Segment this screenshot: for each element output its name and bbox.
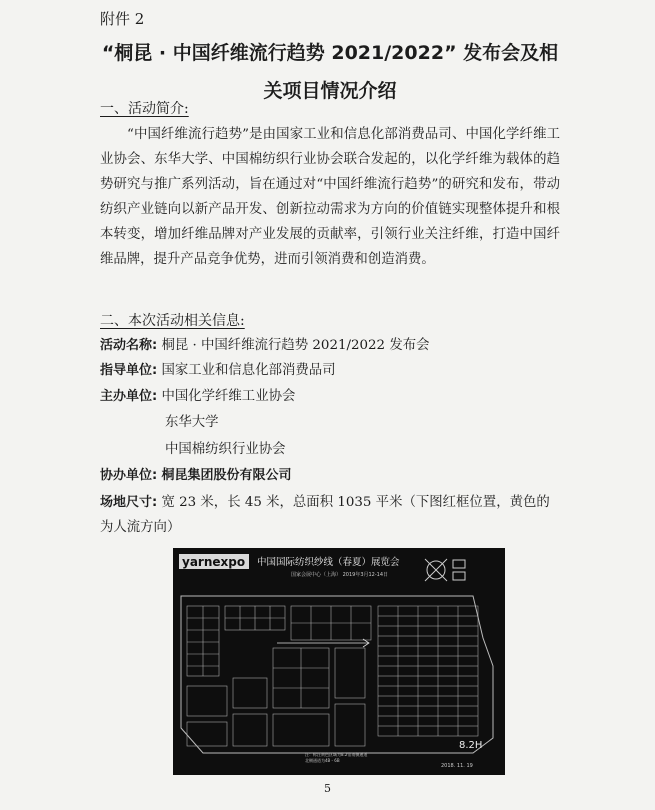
guide-unit-label: 指导单位: bbox=[100, 363, 158, 378]
co-host-label: 协办单位: bbox=[100, 468, 158, 483]
yarnexpo-logo-text: yarnexpo bbox=[182, 555, 246, 569]
event-name-label: 活动名称: bbox=[100, 338, 158, 353]
section-1-paragraph: “中国纤维流行趋势”是由国家工业和信息化部消费品司、中国化学纤维工业协会、东华大学、中国棉纺织行业协会联合发起的，以化学纤维为载体的趋势研究与推广系列活动，旨在通过对“中国纤维流行趋势”的研究和发布，带动纺织产业链向以新产品开发、创新拉动需求为方向的价值链实现整体提升和根本转变，增加纤维品牌对产业发展的贡献率，引领行业关注纤维，打造中国纤维品牌，提升产品竞争优势，进而引领消费和创造消费。 bbox=[100, 127, 560, 267]
floorplan-note-2: 北侧通道为4B - 6B bbox=[305, 758, 340, 763]
host-value-3: 中国棉纺织行业协会 bbox=[165, 442, 286, 457]
event-name-value: 桐昆 · 中国纤维流行趋势 2021/2022 发布会 bbox=[161, 338, 430, 353]
host-value-1: 中国化学纤维工业协会 bbox=[161, 389, 296, 404]
title-line-2: 关项目情况介绍 bbox=[263, 80, 397, 102]
floorplan-date: 2018. 11. 19 bbox=[441, 763, 473, 769]
venue-size-row bbox=[100, 490, 562, 540]
venue-size-value: 宽 23 米，长 45 米，总面积 1035 平米（下图红框位置，黄色的为人流方向） bbox=[100, 495, 550, 535]
floorplan-title: 中国国际纺织纱线（春夏）展览会 bbox=[257, 557, 400, 568]
floorplan-subtitle: 国家会展中心（上海） 2019年3月12-14日 bbox=[291, 572, 389, 578]
guide-unit-row bbox=[100, 358, 336, 383]
section-1-heading: 一、活动简介: bbox=[100, 101, 189, 117]
section-2-heading: 二、本次活动相关信息: bbox=[100, 313, 245, 329]
venue-floorplan bbox=[173, 548, 505, 775]
attachment-label: 附件 2 bbox=[100, 10, 145, 28]
page-number: 5 bbox=[324, 782, 331, 795]
host-value-2: 东华大学 bbox=[165, 415, 219, 430]
host-label: 主办单位: bbox=[100, 389, 158, 404]
floorplan-note-1: 注：标注黄色区域为8.2馆南侧通道 bbox=[305, 752, 368, 757]
host-row bbox=[100, 384, 295, 409]
co-host-row bbox=[100, 463, 291, 488]
venue-size-label: 场地尺寸: bbox=[100, 495, 158, 510]
guide-unit-value: 国家工业和信息化部消费品司 bbox=[161, 363, 336, 378]
title-line-1: “桐昆 · 中国纤维流行趋势 2021/2022” 发布会及相 bbox=[101, 42, 559, 64]
co-host-value: 桐昆集团股份有限公司 bbox=[161, 468, 292, 483]
event-name-row bbox=[100, 333, 430, 358]
hall-number: 8.2H bbox=[459, 740, 483, 751]
floorplan-drawing bbox=[173, 548, 505, 775]
